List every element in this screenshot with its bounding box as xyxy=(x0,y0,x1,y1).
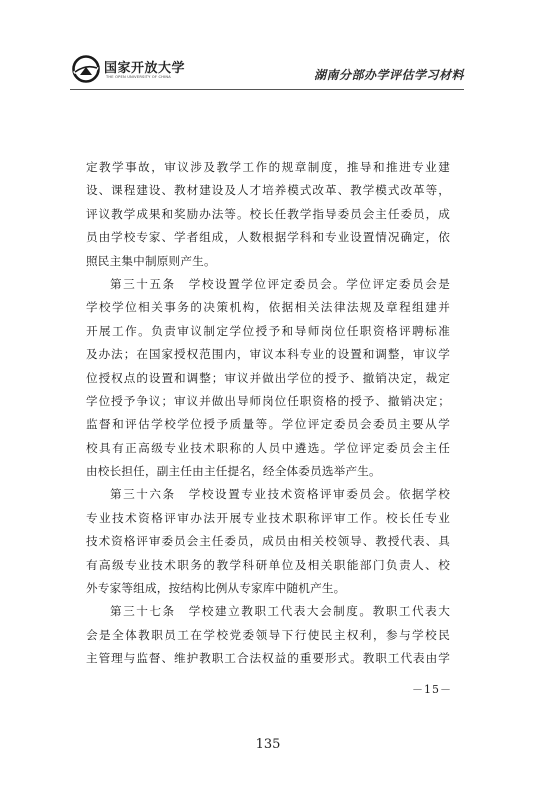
text-line: 专业技术资格评审办法开展专业技术职称评审工作。校长任专业 xyxy=(86,510,450,525)
text-line: 照民主集中制原则产生。 xyxy=(86,253,216,268)
text-line: 学位授予争议；审议并做出导师岗位任职资格的授予、撤销决定； xyxy=(86,393,450,408)
article-36-heading-line: 第三十六条 学校设置专业技术资格评审委员会。依据学校 xyxy=(110,487,450,502)
text-line: 设、课程建设、教材建设及人才培养模式改革、教学模式改革等， xyxy=(86,183,450,198)
text-line: 会是全体教职员工在学校党委领导下行使民主权利，参与学校民 xyxy=(86,627,450,642)
text-line: 由校长担任，副主任由主任提名，经全体委员选举产生。 xyxy=(86,464,381,479)
university-logo-icon xyxy=(70,54,102,84)
text-line: 定教学事故，审议涉及教学工作的规章制度，推导和推进专业建 xyxy=(86,160,450,174)
body-text xyxy=(86,156,450,671)
text-line: 评议教学成果和奖励办法等。校长任教学指导委员会主任委员，成 xyxy=(86,206,450,221)
text-line: 外专家等组成，按结构比例从专家库中随机产生。 xyxy=(86,581,346,596)
logo-subtitle: THE OPEN UNIVERSITY OF CHINA xyxy=(106,75,171,79)
text-line: 开展工作。负责审议制定学位授予和导师岗位任职资格评聘标准 xyxy=(86,323,450,338)
article-37-heading-line: 第三十七条 学校建立教职工代表大会制度。教职工代表大 xyxy=(110,604,450,619)
logo-title: 国家开放大学 xyxy=(104,61,186,76)
page-number: 135 xyxy=(255,737,281,752)
inner-page-number: －15－ xyxy=(412,683,452,696)
page-header xyxy=(70,52,464,88)
text-line: 员由学校专家、学者组成，人数根据学科和专业设置情况确定，依 xyxy=(86,230,450,245)
header-divider xyxy=(70,89,464,90)
text-line: 主管理与监督、维护教职工合法权益的重要形式。教职工代表由学 xyxy=(86,651,450,666)
text-line: 有高级专业技术职务的教学科研单位及相关职能部门负责人、校 xyxy=(86,557,450,572)
text-line: 位授权点的设置和调整；审议并做出学位的授予、撤销决定，裁定 xyxy=(86,370,450,385)
text-line: 及办法；在国家授权范围内，审议本科专业的设置和调整，审议学 xyxy=(86,347,450,362)
article-35-heading-line: 第三十五条 学校设置学位评定委员会。学位评定委员会是 xyxy=(110,276,450,291)
text-line: 校具有正高级专业技术职称的人员中遴选。学位评定委员会主任 xyxy=(86,440,450,455)
document-series-title: 湖南分部办学评估学习材料 xyxy=(313,68,464,82)
text-line: 学校学位相关事务的决策机构，依据相关法律法规及章程组建并 xyxy=(86,300,450,315)
text-line: 监督和评估学校学位授予质量等。学位评定委员会委员主要从学 xyxy=(86,417,450,432)
text-line: 技术资格评审委员会主任委员，成员由相关校领导、教授代表、具 xyxy=(86,534,450,549)
